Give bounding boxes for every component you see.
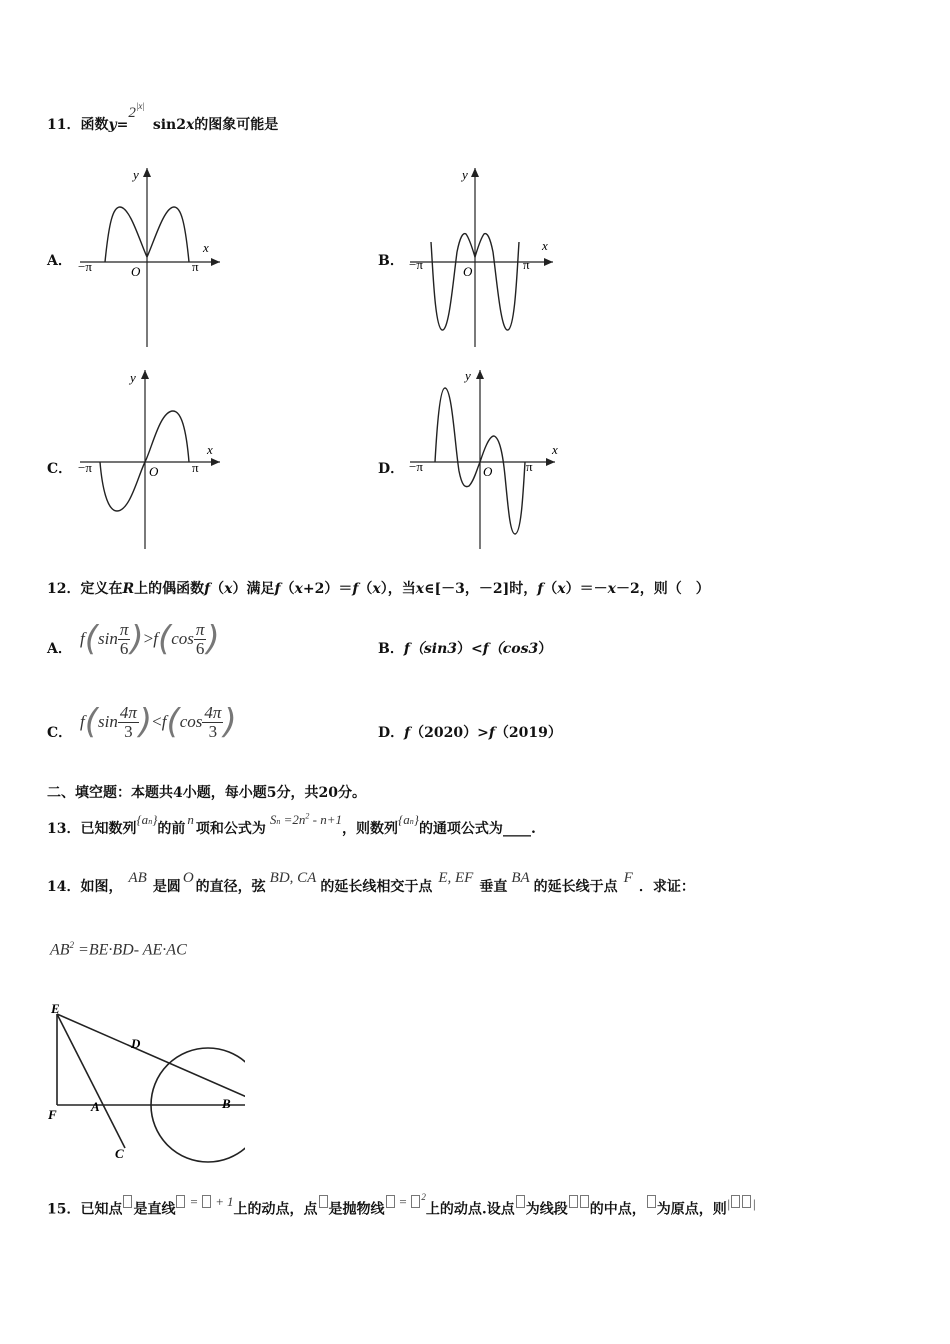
q14-part: 是圆	[152, 879, 181, 895]
numerator: π	[119, 619, 129, 639]
q11-suffix: 的图象可能是	[194, 117, 279, 133]
q12-stem	[47, 578, 710, 598]
q12-part: f	[537, 581, 544, 597]
q14-BA: BA	[511, 870, 530, 886]
missing-glyph-icon	[580, 1195, 589, 1208]
origin-label: O	[463, 264, 473, 279]
pi-label: π	[526, 459, 533, 474]
missing-glyph-icon	[386, 1195, 395, 1208]
denominator: 6	[119, 638, 129, 658]
q14-eq-sq: 2	[69, 940, 75, 950]
q12-b-part: sin3	[423, 641, 457, 657]
q12-option-c-label: C．	[47, 725, 73, 741]
q14-pts: E, EF	[438, 870, 474, 886]
neg-pi-label: −π	[78, 460, 92, 475]
numerator: 4π	[204, 702, 222, 722]
missing-glyph-icon	[411, 1195, 420, 1208]
q12-part: （	[358, 581, 373, 597]
missing-glyph-icon	[202, 1195, 211, 1208]
q14-figure	[45, 1000, 245, 1170]
line-ec	[57, 1014, 125, 1148]
label-f: F	[48, 1107, 57, 1122]
x-arrow-icon	[211, 458, 220, 466]
missing-glyph-icon	[516, 1195, 525, 1208]
q15-eq2: =	[398, 1193, 408, 1209]
missing-glyph-icon	[647, 1195, 656, 1208]
q11-stem	[47, 101, 279, 134]
q13-seq-sub: n	[148, 817, 153, 826]
q12-part: f	[204, 581, 211, 597]
sin: sin	[98, 712, 118, 731]
q13-seq	[136, 812, 157, 827]
label-c: C	[115, 1146, 124, 1161]
y-label: y	[462, 167, 468, 182]
q13-seq2-close: }	[413, 812, 419, 827]
denominator: 3	[208, 721, 218, 741]
fraction	[118, 704, 139, 741]
q14-part: 的直径，弦	[195, 879, 266, 895]
q12-option-b-label: B．	[378, 641, 404, 657]
q14-O: O	[182, 870, 194, 886]
q11-func: sin2	[152, 117, 186, 133]
q12-option-d-label: D．	[378, 725, 405, 741]
q11-graph-a	[75, 162, 225, 352]
f: f	[153, 629, 158, 648]
q12-part: f	[352, 581, 359, 597]
q11-graph-b	[405, 162, 560, 352]
fraction	[194, 621, 207, 658]
q12-part: R	[122, 581, 135, 597]
fraction	[202, 704, 223, 741]
q11-graph-d	[405, 366, 565, 552]
q11-option-b-label: B．	[378, 253, 404, 269]
q13-part: 13．已知数列	[47, 821, 137, 837]
q13-formula-a: =2n	[283, 812, 306, 827]
missing-glyph-icon	[731, 1195, 740, 1208]
y-arrow-icon	[471, 168, 479, 177]
q11-prefix: 函数	[80, 117, 109, 133]
x-label: x	[552, 442, 558, 457]
q15-eq1: =	[189, 1193, 199, 1209]
q15-part: 上的动点.设点	[425, 1201, 515, 1218]
q12-part: x	[415, 581, 425, 597]
q14-chords: BD, CA	[269, 870, 317, 886]
x-label: x	[207, 442, 213, 457]
q13-seq2	[398, 812, 419, 827]
x-label: x	[203, 240, 209, 255]
q12-option-a-label: A．	[47, 641, 72, 657]
q11-number: 11．	[47, 117, 81, 133]
x-label: x	[542, 238, 548, 253]
paren: )	[206, 619, 220, 659]
denominator: 6	[195, 638, 205, 658]
q14-part: 垂直	[479, 879, 508, 895]
neg-pi-label: −π	[409, 459, 423, 474]
q14-stem	[47, 870, 695, 896]
y-arrow-icon	[143, 168, 151, 177]
paren: )	[223, 702, 237, 742]
pi-label: π	[523, 257, 530, 272]
q11-graph-c	[75, 366, 225, 552]
q11-option-d-label: D．	[378, 461, 405, 477]
q12-part: （	[280, 581, 295, 597]
q12-part: +2）＝	[302, 581, 353, 597]
q12-b-part: ）	[538, 641, 553, 657]
paren: (	[166, 702, 180, 742]
q14-part: 的延长线相交于点	[320, 879, 433, 895]
q12-part: ∈[－3，－2]时，	[424, 581, 538, 597]
q12-b-part: f（	[482, 641, 503, 657]
paren: )	[138, 702, 153, 742]
q12-part: x	[557, 581, 566, 597]
q15-part: 15．已知点	[47, 1201, 123, 1218]
q12-part: ）满足	[232, 581, 275, 597]
q13-seq-close: }	[152, 812, 158, 827]
q13-part: ，则数列	[342, 821, 399, 837]
q13-seq-open: {a	[136, 812, 149, 827]
numerator: 4π	[119, 702, 137, 722]
q14-part: 的延长线于点	[533, 879, 618, 895]
y-arrow-icon	[141, 370, 149, 379]
q12-option-a-expr	[80, 614, 220, 664]
q15-stem	[47, 1191, 756, 1219]
label-a: A	[91, 1099, 100, 1114]
q15-part: 为线段	[525, 1201, 568, 1218]
x-arrow-icon	[544, 258, 553, 266]
sin: sin	[98, 629, 118, 648]
q14-equation	[50, 940, 187, 959]
denominator: 3	[124, 721, 133, 741]
q11-exponent: |x|	[135, 101, 145, 111]
q13-stem	[47, 811, 536, 838]
q12-part: x	[224, 581, 233, 597]
q12-part: x	[294, 581, 303, 597]
abs-bar-icon: |	[752, 1195, 756, 1211]
q12-part: 12．定义在	[47, 581, 123, 597]
q13-formula	[270, 812, 342, 827]
q15-sq: 2	[421, 1191, 426, 1202]
neg-pi-label: −π	[409, 257, 423, 272]
q11-option-c-label: C．	[47, 461, 73, 477]
q12-part: （	[210, 581, 225, 597]
q14-eq-right: =BE·BD- AE·AC	[78, 941, 187, 959]
q13-seq2-open: {a	[398, 812, 410, 827]
missing-glyph-icon	[319, 1195, 328, 1208]
q15-plus: +	[215, 1193, 225, 1209]
q11-option-a-label: A．	[47, 253, 72, 269]
missing-glyph-icon	[123, 1195, 132, 1208]
q13-formula-b: - n+1	[312, 812, 343, 827]
y-label: y	[133, 167, 139, 182]
missing-glyph-icon	[742, 1195, 751, 1208]
paren: )	[130, 619, 144, 659]
q15-part: 的中点，	[589, 1201, 646, 1218]
q12-option-d	[378, 722, 562, 742]
q13-answer-blank[interactable]: ____.	[502, 821, 536, 837]
q14-F: F	[623, 870, 633, 886]
q12-d-part: f	[488, 725, 495, 741]
f: f	[80, 712, 85, 731]
abs-bar-icon: |	[726, 1195, 731, 1211]
origin-label: O	[149, 464, 159, 479]
q12-part: ）＝－	[565, 581, 608, 597]
q11-base: 2	[128, 105, 136, 121]
x-arrow-icon	[546, 458, 555, 466]
q11-x: x	[185, 117, 195, 133]
q15-part: 上的动点，点	[233, 1201, 318, 1218]
q12-option-b	[378, 638, 552, 658]
q13-part: 的通项公式为	[418, 821, 503, 837]
pi-label: π	[192, 460, 199, 475]
q14-part: ．求证：	[638, 879, 695, 895]
label-e: E	[51, 1001, 60, 1016]
q12-part: －2，则（ ）	[615, 581, 710, 597]
q13-seq2-sub: n	[409, 817, 414, 826]
q12-part: ），当	[380, 581, 416, 597]
comparison: <	[152, 712, 162, 731]
q13-S-sub: n	[276, 817, 281, 826]
origin-label: O	[483, 464, 493, 479]
q15-part: 为原点，则	[656, 1201, 727, 1218]
q12-d-part: （2020）>	[410, 725, 489, 741]
cos: cos	[171, 629, 194, 648]
q12-b-part: cos3	[502, 641, 539, 657]
q15-one: 1	[227, 1193, 234, 1209]
missing-glyph-icon	[569, 1195, 578, 1208]
cos: cos	[179, 712, 203, 731]
q12-part: （	[543, 581, 558, 597]
q12-b-part: ）<	[457, 641, 483, 657]
missing-glyph-icon	[176, 1195, 185, 1208]
q11-y: y=	[108, 117, 129, 133]
q12-part: x	[607, 581, 616, 597]
q13-formula-sq: 2	[305, 811, 310, 821]
y-label: y	[130, 370, 136, 385]
comparison: >	[143, 629, 154, 648]
neg-pi-label: −π	[78, 259, 92, 274]
q12-option-c-expr	[80, 697, 237, 747]
q15-part: 是抛物线	[328, 1201, 385, 1218]
fraction	[118, 621, 131, 658]
f: f	[80, 629, 85, 648]
q14-part: 14．如图，	[47, 879, 123, 895]
x-arrow-icon	[211, 258, 220, 266]
y-arrow-icon	[476, 370, 484, 379]
q12-part: 上的偶函数	[134, 581, 205, 597]
numerator: π	[195, 619, 205, 639]
q14-AB: AB	[128, 870, 147, 886]
q13-n: n	[187, 812, 194, 827]
line-eb	[57, 1014, 245, 1105]
origin-label: O	[131, 264, 141, 279]
q14-eq-left: AB	[50, 941, 70, 959]
f: f	[161, 712, 167, 731]
paren: (	[84, 702, 98, 742]
q13-S: S	[269, 812, 277, 827]
q13-part: 的前	[157, 821, 186, 837]
y-label: y	[465, 368, 471, 383]
label-d: D	[131, 1036, 141, 1051]
paren: (	[84, 619, 98, 659]
section-2-title: 二、填空题：本题共4小题，每小题5分，共20分。	[47, 785, 366, 801]
q15-part: 是直线	[133, 1201, 176, 1218]
q12-part: f	[274, 581, 281, 597]
q12-b-part: f（	[403, 641, 424, 657]
q12-part: x	[372, 581, 381, 597]
paren: (	[157, 619, 172, 659]
pi-label: π	[192, 259, 199, 274]
label-b: B	[222, 1096, 231, 1111]
q12-d-part: f	[404, 725, 411, 741]
q12-d-part: （2019）	[494, 725, 562, 741]
q13-part: 项和公式为	[195, 821, 266, 837]
